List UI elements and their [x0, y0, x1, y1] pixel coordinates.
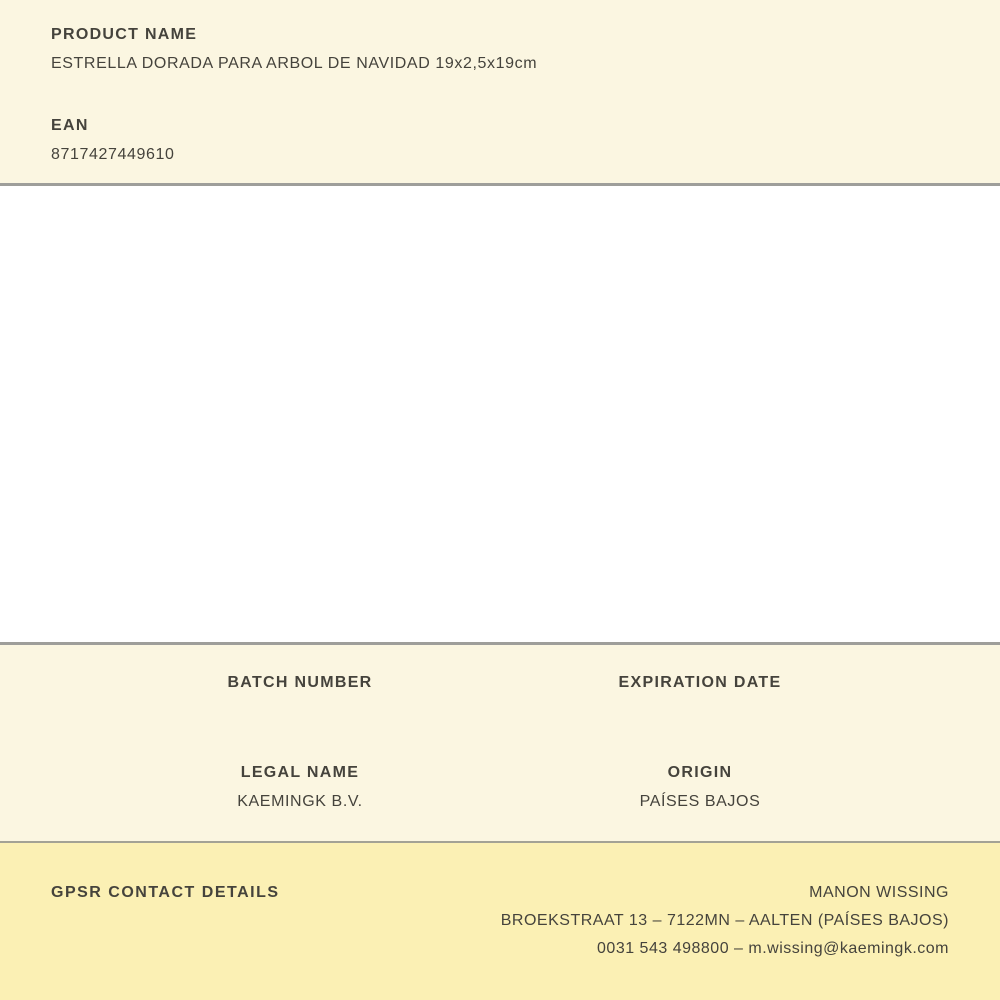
contact-address: BROEKSTRAAT 13 – 7122MN – AALTEN (PAÍSES BAJOS)	[500, 912, 949, 929]
ean-label: EAN	[51, 117, 89, 134]
product-name-field	[51, 26, 949, 73]
contact-name: MANON WISSING	[809, 884, 949, 901]
batch-number-label: BATCH NUMBER	[227, 674, 373, 691]
legal-name-label: LEGAL NAME	[240, 764, 360, 781]
legal-name-value: KAEMINGK B.V.	[237, 793, 363, 810]
gpsr-contact-block	[501, 879, 949, 963]
batch-expiration-row	[100, 674, 900, 691]
gpsr-heading: GPSR CONTACT DETAILS	[51, 884, 280, 901]
contact-phone-email: 0031 543 498800 – m.wissing@kaemingk.com	[597, 940, 949, 957]
legal-name-cell	[100, 764, 500, 811]
batch-number-cell	[100, 674, 500, 691]
product-image-area	[0, 186, 1000, 642]
product-header-section	[0, 0, 1000, 183]
ean-value: 8717427449610	[51, 146, 175, 163]
gpsr-contact-section	[0, 843, 1000, 1000]
origin-label: ORIGIN	[667, 764, 733, 781]
product-name-label: PRODUCT NAME	[51, 26, 198, 43]
origin-value: PAÍSES BAJOS	[639, 793, 761, 810]
expiration-date-label: EXPIRATION DATE	[618, 674, 782, 691]
origin-cell	[500, 764, 900, 811]
legal-origin-row	[100, 764, 900, 811]
ean-field	[51, 117, 949, 164]
product-name-value: ESTRELLA DORADA PARA ARBOL DE NAVIDAD 19x2,5x19cm	[51, 55, 538, 72]
expiration-date-cell	[500, 674, 900, 691]
product-details-section	[0, 645, 1000, 841]
